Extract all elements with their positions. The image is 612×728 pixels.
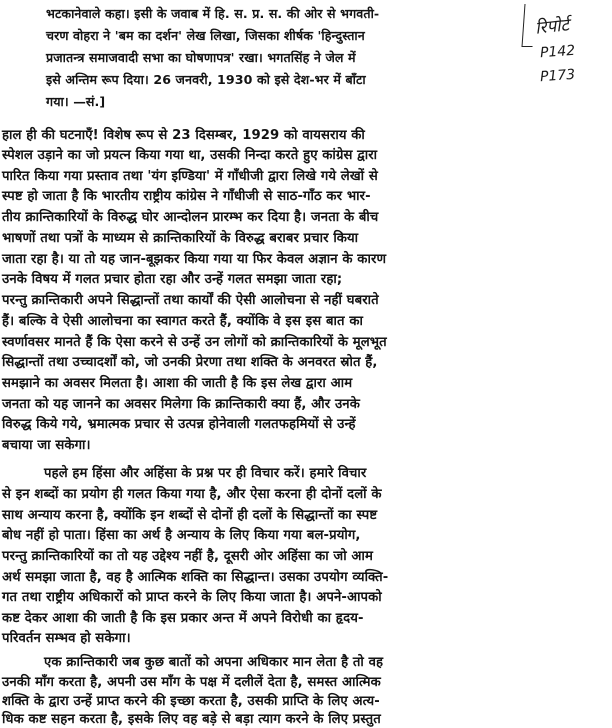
body-line: हैं। बल्कि वे ऐसी आलोचना का स्वागत करते हैं, क्योंकि वे इस इस बात का <box>2 314 363 329</box>
body-line: विरुद्ध किये गये, भ्रमात्मक प्रचार से उत्पन्न होनेवाली गलतफहमियों से उन्हें <box>2 417 356 432</box>
intro-line: प्रजातन्त्र समाजवादी सभा का घोषणापत्र' रखा। भगतसिंह ने जेल में <box>46 50 356 65</box>
body-line: परन्तु क्रान्तिकारियों का तो यह उद्देश्य नहीं है, दूसरी ओर अहिंसा का जो आम <box>2 549 373 564</box>
body-line: गत तथा राष्ट्रीय अधिकारों को प्राप्त करने के लिए किया जाता है। अपने-आपको <box>2 590 382 605</box>
body-line: कष्ट देकर आशा की जाती है कि इस प्रकार अन्त में अपने विरोधी का हृदय- <box>2 611 364 626</box>
body-line: भाषणों तथा पत्रों के माध्यम से क्रान्तिकारियों के विरुद्ध बराबर प्रचार किया <box>2 231 359 246</box>
body-line: से इन शब्दों का प्रयोग ही गलत किया गया है, और ऐसा करना ही दोनों दलों के <box>2 487 382 502</box>
intro-line: गया। —सं.] <box>46 94 106 109</box>
body-line: स्पेशल उड़ाने का जो प्रयत्न किया गया था, उसकी निन्दा करते हुए कांग्रेस द्वारा <box>2 148 378 163</box>
body-line: बोध नहीं हो पाता। हिंसा का अर्थ है अन्याय के लिए किया गया बल-प्रयोग, <box>2 528 361 543</box>
intro-line: इसे अन्तिम रूप दिया। 26 जनवरी, 1930 को इसे देश-भर में बाँटा <box>46 72 366 87</box>
body-line: परन्तु क्रान्तिकारी अपने सिद्धान्तों तथा कार्यों की ऐसी आलोचना से नहीं घबराते <box>2 293 379 308</box>
body-line: शक्ति के द्वारा उन्हें प्राप्त करने की इच्छा करता है, उसकी प्राप्ति के लिए अत्य- <box>2 694 380 709</box>
handwritten-note-3: P173 <box>539 66 576 86</box>
body-line: एक क्रान्तिकारी जब कुछ बातों को अपना अधिकार मान लेता है तो वह <box>44 655 384 670</box>
body-line: पहले हम हिंसा और अहिंसा के प्रश्न पर ही विचार करें। हमारे विचार <box>44 466 367 481</box>
body-line: स्पष्ट हो जाता है कि भारतीय राष्ट्रीय कांग्रेस ने गाँधीजी से साठ-गाँठ कर भार- <box>2 189 371 204</box>
body-line: अर्थ समझा जाता है, वह है आत्मिक शक्ति का सिद्धान्त। उसका उपयोग व्यक्ति- <box>2 570 389 585</box>
body-line: साथ अन्याय करना है, क्योंकि इन शब्दों से दोनों ही दलों के सिद्धान्तों का स्पष्ट <box>2 508 378 523</box>
handwritten-note-1: रिपोर्ट <box>534 15 571 39</box>
body-line: परिवर्तन सम्भव हो सकेगा। <box>2 631 131 646</box>
body-line: सिद्धान्तों तथा उच्चादर्शों को, जो उनकी प्रेरणा तथा शक्ति के अनवरत स्रोत हैं, <box>2 355 378 370</box>
body-line: समझाने का अवसर मिलता है। आशा की जाती है कि इस लेख द्वारा आम <box>2 376 353 391</box>
body-line: उनके विषय में गलत प्रचार होता रहा और उन्हें गलत समझा जाता रहा; <box>2 272 343 287</box>
handwritten-bracket <box>521 4 535 47</box>
body-line: हाल ही की घटनाएँ! विशेष रूप से 23 दिसम्बर, 1929 को वायसराय की <box>2 128 365 143</box>
body-line: तीय क्रान्तिकारियों के विरुद्ध घोर आन्दोलन प्रारम्भ कर दिया है। जनता के बीच <box>2 210 379 225</box>
body-line: पारित किया गया प्रस्ताव तथा 'यंग इण्डिया' में गाँधीजी द्वारा लिखे गये लेखों से <box>2 169 378 184</box>
handwritten-note-2: P142 <box>539 42 576 62</box>
intro-line: भटकानेवाले कहा। इसी के जवाब में हि. स. प्र. स. की ओर से भगवती- <box>46 6 380 21</box>
body-line: बचाया जा सकेगा। <box>2 438 91 453</box>
body-line: धिक कष्ट सहन करता है, इसके लिए वह बड़े से बड़ा त्याग करने के लिए प्रस्तुत <box>2 712 381 727</box>
body-line: जाता रहा है। या तो यह जान-बूझकर किया गया या फिर केवल अज्ञान के कारण <box>2 252 387 267</box>
body-line: जनता को यह जानने का अवसर मिलेगा कि क्रान्तिकारी क्या हैं, और उनके <box>2 397 360 412</box>
body-line: उनकी माँग करता है, अपनी उस माँग के पक्ष में दलीलें देता है, समस्त आत्मिक <box>2 675 381 690</box>
body-line: स्वर्णावसर मानते हैं कि ऐसा करने से उन्हें उन लोगों को क्रान्तिकारियों के मूलभूत <box>2 335 387 350</box>
intro-line: चरण वोहरा ने 'बम का दर्शन' लेख लिखा, जिसका शीर्षक 'हिन्दुस्तान <box>46 28 365 43</box>
